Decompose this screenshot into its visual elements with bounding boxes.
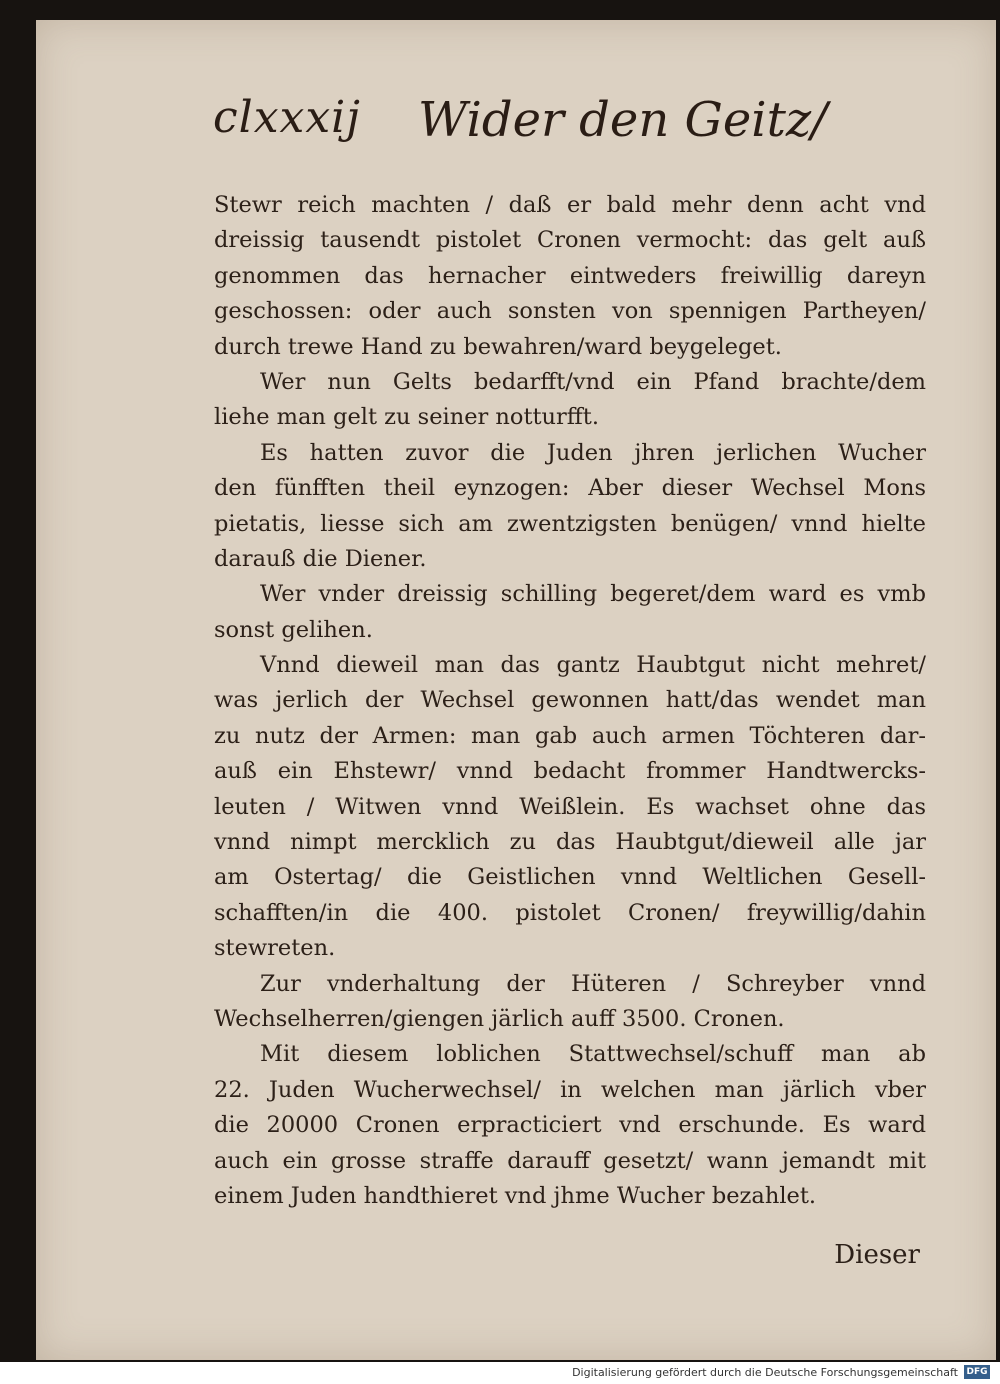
folio-number: clxxxij	[213, 92, 361, 143]
text-line: Wer vnder dreissig schilling begeret/dem ward es vmb	[260, 581, 926, 608]
text-line: Es hatten zuvor die Juden jhren jerlichen Wucher	[260, 439, 926, 466]
text-line: was jerlich der Wechsel gewonnen hatt/das wendet man	[214, 687, 926, 714]
text-line: die 20000 Cronen erpracticiert vnd erschunde. Es ward	[214, 1112, 926, 1139]
funding-credit: Digitalisierung gefördert durch die Deutsche Forschungsgemeinschaft	[572, 1366, 958, 1379]
text-line: vnnd nimpt mercklich zu das Haubtgut/dieweil alle jar	[214, 829, 926, 856]
text-line: Zur vnderhaltung der Hüteren / Schreyber vnnd	[260, 970, 926, 997]
text-line: schafften/in die 400. pistolet Cronen/ freywillig/dahin	[214, 899, 926, 926]
text-line: darauß die Diener.	[214, 545, 427, 572]
text-line: geschossen: oder auch sonsten von spennigen Partheyen/	[214, 298, 926, 325]
text-line: zu nutz der Armen: man gab auch armen Töchteren dar-	[214, 722, 926, 749]
page-header	[213, 92, 913, 172]
text-line: einem Juden handthieret vnd jhme Wucher bezahlet.	[214, 1182, 817, 1209]
dfg-logo-icon: DFG	[964, 1365, 990, 1379]
text-line: stewreten.	[214, 935, 336, 962]
text-line: genommen das hernacher eintweders freiwillig dareyn	[214, 262, 926, 289]
body-text	[214, 188, 926, 1214]
text-line: leuten / Witwen vnnd Weißlein. Es wachset ohne das	[214, 793, 926, 820]
running-title: Wider den Geitz/	[418, 92, 828, 148]
text-line: sonst gelihen.	[214, 616, 373, 643]
text-line: Vnnd dieweil man das gantz Haubtgut nicht mehret/	[260, 652, 926, 679]
text-line: Stewr reich machten / daß er bald mehr denn acht vnd	[214, 192, 926, 218]
catchword: Dieser	[834, 1240, 920, 1270]
text-line: 22. Juden Wucherwechsel/ in welchen man järlich vber	[214, 1076, 926, 1103]
text-line: auch ein grosse straffe darauff gesetzt/ wann jemandt mit	[214, 1147, 926, 1174]
text-line: pietatis, liesse sich am zwentzigsten benügen/ vnnd hielte	[214, 510, 926, 537]
text-line: Mit diesem loblichen Stattwechsel/schuff man ab	[260, 1041, 926, 1068]
text-line: dreissig tausendt pistolet Cronen vermocht: das gelt auß	[214, 227, 926, 254]
text-line: den fünfften theil eynzogen: Aber dieser Wechsel Mons	[214, 475, 926, 502]
text-line: auß ein Ehstewr/ vnnd bedacht frommer Handtwercks-	[214, 758, 926, 785]
footer	[0, 1362, 1000, 1384]
text-line: durch trewe Hand zu bewahren/ward beygeleget.	[214, 333, 782, 360]
text-line: liehe man gelt zu seiner notturfft.	[214, 404, 599, 431]
text-line: Wechselherren/giengen järlich auff 3500. Cronen.	[214, 1005, 785, 1032]
text-line: Wer nun Gelts bedarfft/vnd ein Pfand brachte/dem	[260, 368, 926, 395]
text-line: am Ostertag/ die Geistlichen vnnd Weltlichen Gesell-	[214, 864, 926, 891]
